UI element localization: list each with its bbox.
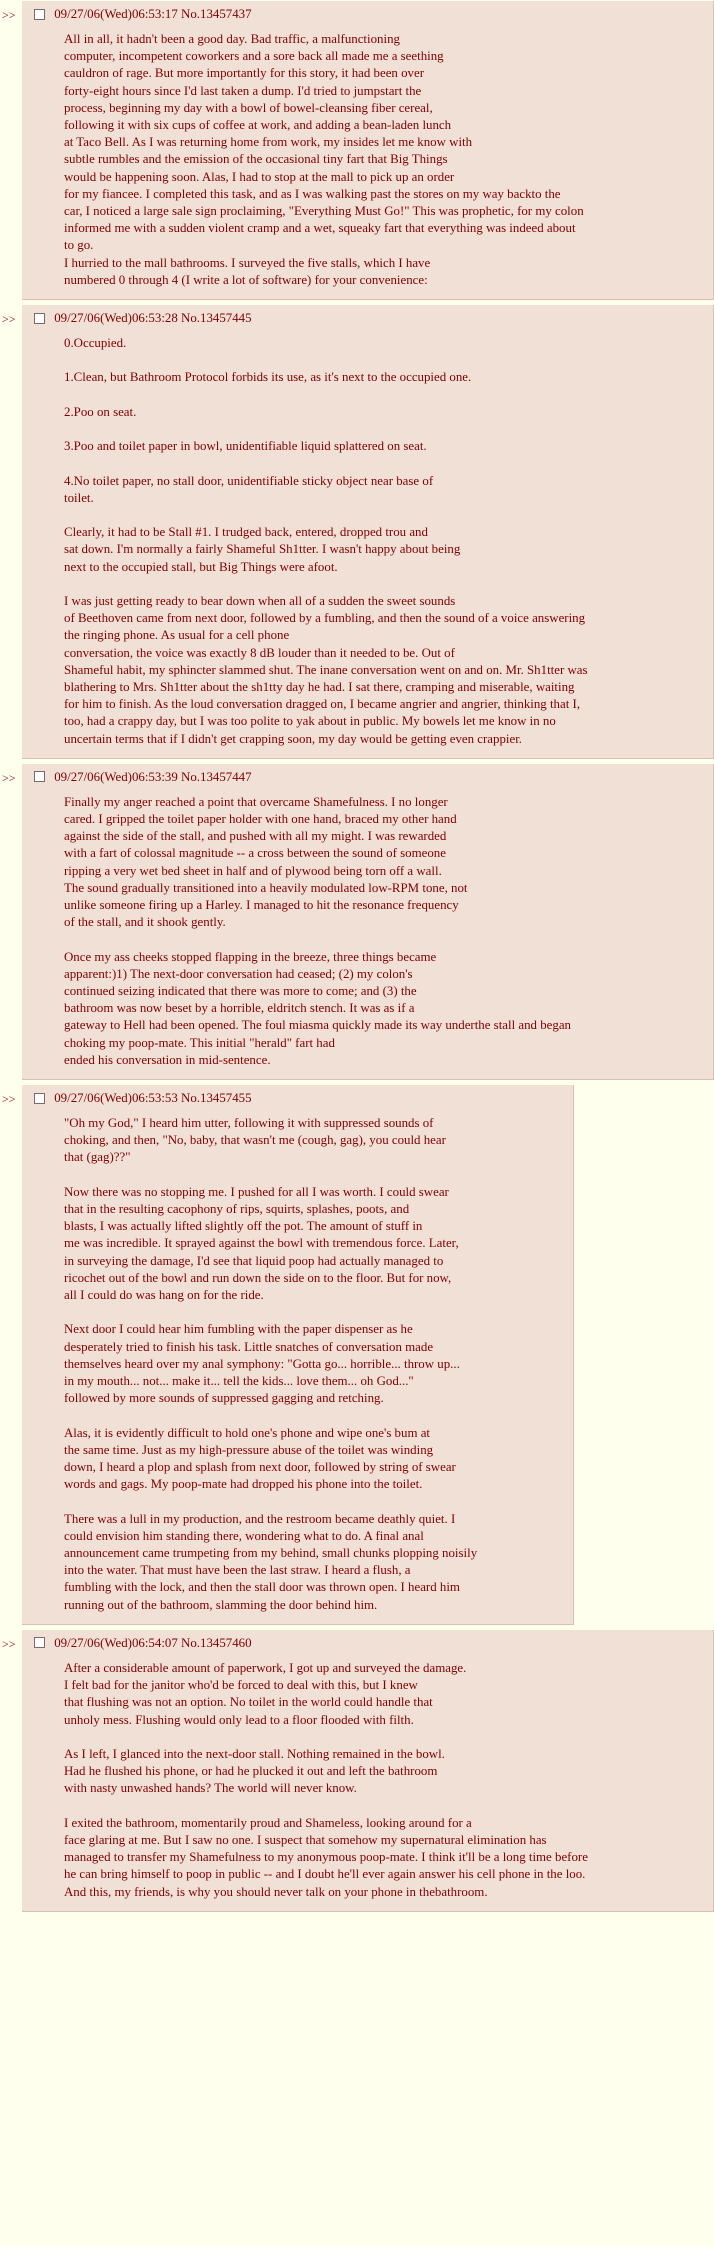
post-text-line: 2.Poo on seat. <box>64 404 137 419</box>
reply-arrows: >> <box>2 8 16 22</box>
post-body <box>32 335 703 748</box>
post-text-line: would be happening soon. Alas, I had to stop at the mall to pick up an order <box>64 169 455 184</box>
post-text-line: I felt bad for the janitor who'd be forced to deal with this, but I knew <box>64 1678 418 1693</box>
paragraph-break <box>64 576 703 593</box>
post-text-line: managed to transfer my Shamefulness to my anonymous poop-mate. I think it'll be a long time before <box>64 1850 588 1865</box>
post-text-line: subtle rumbles and the emission of the occasional tiny fart that Big Things <box>64 152 448 167</box>
post-text-line: Clearly, it had to be Stall #1. I trudged back, entered, dropped trou and <box>64 525 428 540</box>
post-text-line: of Beethoven came from next door, followed by a fumbling, and then the sound of a voice answering <box>64 611 586 626</box>
post-select-checkbox[interactable] <box>34 771 45 782</box>
post-text-line: followed by more sounds of suppressed gagging and retching. <box>64 1391 384 1406</box>
post-text-line: Had he flushed his phone, or had he plucked it out and left the bathroom <box>64 1764 438 1779</box>
post-text-line: I hurried to the mall bathrooms. I surveyed the five stalls, which I have <box>64 255 431 270</box>
post-text-line: down, I heard a plop and splash from next door, followed by string of swear <box>64 1460 456 1475</box>
paragraph-break <box>64 1407 563 1424</box>
post-text-line: with a fart of colossal magnitude -- a cross between the sound of someone <box>64 846 446 861</box>
post-body <box>32 1115 563 1614</box>
post-text-line: gateway to Hell had been opened. The foul miasma quickly made its way underthe stall and began <box>64 1018 571 1033</box>
post-text-line: he can bring himself to poop in public -- and I doubt he'll ever again answer his cell phone in the loo. <box>64 1867 586 1882</box>
post-text-line: ended his conversation in mid-sentence. <box>64 1052 271 1067</box>
post-text-line: toilet. <box>64 490 94 505</box>
post-text-line: fumbling with the lock, and then the stall door was thrown open. I heard him <box>64 1580 460 1595</box>
post-text-line: And this, my friends, is why you should never talk on your phone in thebathroom. <box>64 1884 488 1899</box>
post-text-line: in my mouth... not... make it... tell the kids... love them... oh God..." <box>64 1374 414 1389</box>
paragraph-break <box>64 1167 563 1184</box>
post-text-line: Alas, it is evidently difficult to hold one's phone and wipe one's bum at <box>64 1425 431 1440</box>
post-text-line: bathroom was now beset by a horrible, eldritch stench. It was as if a <box>64 1001 415 1016</box>
post-text-line: themselves heard over my anal symphony: "Gotta go... horrible... throw up... <box>64 1356 460 1371</box>
post-text-line: "Oh my God," I heard him utter, following it with suppressed sounds of <box>64 1116 434 1131</box>
post-text-line: that flushing was not an option. No toilet in the world could handle that <box>64 1695 433 1710</box>
post-text-line: Finally my anger reached a point that overcame Shamefulness. I no longer <box>64 794 448 809</box>
post-datetime: 09/27/06(Wed)06:53:39 <box>54 769 178 784</box>
post-body <box>32 1660 703 1901</box>
post-text-line: Shameful habit, my sphincter slammed shut. The inane conversation went on and on. Mr. Sh1tter was <box>64 662 588 677</box>
paragraph-break <box>64 507 703 524</box>
post-header <box>32 768 703 786</box>
post-text-line: uncertain terms that if I didn't get crapping soon, my day would be getting even crappier. <box>64 731 523 746</box>
reply-arrows: >> <box>2 312 16 327</box>
post-text-line: computer, incompetent coworkers and a sore back all made me a seething <box>64 49 444 64</box>
post-text-line: unholy mess. Flushing would only lead to a floor flooded with filth. <box>64 1712 414 1727</box>
paragraph-break <box>64 1798 703 1815</box>
post-text-line: next to the occupied stall, but Big Things were afoot. <box>64 559 338 574</box>
post-text-line: informed me with a sudden violent cramp and a wet, squeaky fart that everything was indeed about <box>64 221 576 236</box>
post-text-line: words and gags. My poop-mate had dropped his phone into the toilet. <box>64 1477 423 1492</box>
post-datetime: 09/27/06(Wed)06:53:17 <box>54 7 178 21</box>
post-text-line: The sound gradually transitioned into a heavily modulated low-RPM tone, not <box>64 880 468 895</box>
post <box>0 305 714 759</box>
post-text-line: 4.No toilet paper, no stall door, unidentifiable sticky object near base of <box>64 473 434 488</box>
post-header <box>32 1089 563 1107</box>
post-text-line: conversation, the voice was exactly 8 dB louder than it needed to be. Out of <box>64 645 455 660</box>
post-text-line: car, I noticed a large sale sign proclaiming, "Everything Must Go!" This was prophetic, for my colon <box>64 204 584 219</box>
post-text-line: the ringing phone. As usual for a cell phone <box>64 628 290 643</box>
post-text-line: cauldron of rage. But more importantly for this story, it had been over <box>64 66 425 81</box>
post-text-line: sat down. I'm normally a fairly Shameful Sh1tter. I wasn't happy about being <box>64 542 461 557</box>
post-text-line: forty-eight hours since I'd last taken a dump. I'd tried to jumpstart the <box>64 83 422 98</box>
post-text-line: with nasty unwashed hands? The world will never know. <box>64 1781 357 1796</box>
post-text-line: into the water. That must have been the last straw. I heard a flush, a <box>64 1563 411 1578</box>
post-header <box>32 5 703 23</box>
paragraph-break <box>64 387 703 404</box>
reply-box <box>22 764 714 1080</box>
post-datetime: 09/27/06(Wed)06:53:53 <box>54 1091 178 1106</box>
post-body <box>32 31 703 289</box>
reply-arrows: >> <box>2 770 16 785</box>
reply-box <box>22 1 714 300</box>
post-text-line: could envision him standing there, wondering what to do. A final anal <box>64 1528 424 1543</box>
post-text-line: numbered 0 through 4 (I write a lot of software) for your convenience: <box>64 272 428 287</box>
reply-box <box>22 305 714 759</box>
post-text-line: I exited the bathroom, momentarily proud and Shameless, looking around for a <box>64 1815 472 1830</box>
post-text-line: all I could do was hang on for the ride. <box>64 1288 264 1303</box>
paragraph-break <box>64 931 703 948</box>
post-text-line: me was incredible. It sprayed against the bowl with tremendous force. Later, <box>64 1236 459 1251</box>
post-text-line: unlike someone firing up a Harley. I managed to hit the resonance frequency <box>64 898 459 913</box>
paragraph-break <box>64 421 703 438</box>
post-text-line: Now there was no stopping me. I pushed for all I was worth. I could swear <box>64 1184 449 1199</box>
post-text-line: ripping a very wet bed sheet in half and of plywood being torn off a wall. <box>64 863 442 878</box>
post-text-line: too, had a crappy day, but I was too polite to yak about in public. My bowels let me know in no <box>64 714 556 729</box>
post <box>0 1085 714 1625</box>
post-body <box>32 794 703 1069</box>
post-text-line: 3.Poo and toilet paper in bowl, unidentifiable liquid splattered on seat. <box>64 439 427 454</box>
post-text-line: Next door I could hear him fumbling with the paper dispenser as he <box>64 1322 413 1337</box>
paragraph-break <box>64 455 703 472</box>
post-text-line: All in all, it hadn't been a good day. Bad traffic, a malfunctioning <box>64 32 400 46</box>
reply-box <box>22 1085 574 1625</box>
post-text-line: continued seizing indicated that there was more to come; and (3) the <box>64 984 417 999</box>
paragraph-break <box>64 352 703 369</box>
post-text-line: at Taco Bell. As I was returning home from work, my insides let me know with <box>64 135 473 150</box>
post-text-line: blasts, I was actually lifted slightly off the pot. The amount of stuff in <box>64 1219 423 1234</box>
post-text-line: running out of the bathroom, slamming the door behind him. <box>64 1597 378 1612</box>
reply-arrows: >> <box>2 1092 16 1107</box>
post-select-checkbox[interactable] <box>34 313 45 324</box>
post-number[interactable]: No.13457445 <box>181 311 252 326</box>
paragraph-break <box>64 1729 703 1746</box>
post-text-line: apparent:)1) The next-door conversation had ceased; (2) my colon's <box>64 966 413 981</box>
post-text-line: As I left, I glanced into the next-door stall. Nothing remained in the bowl. <box>64 1746 445 1761</box>
post-datetime: 09/27/06(Wed)06:54:07 <box>54 1635 178 1650</box>
reply-box <box>22 1630 714 1912</box>
post-text-line: to go. <box>64 238 94 253</box>
post-text-line: choking my poop-mate. This initial "herald" fart had <box>64 1035 335 1050</box>
post-text-line: the same time. Just as my high-pressure abuse of the toilet was winding <box>64 1442 434 1457</box>
post-select-checkbox[interactable] <box>34 1093 45 1104</box>
post-text-line: in surveying the damage, I'd see that liquid poop had actually managed to <box>64 1253 444 1268</box>
post <box>0 1630 714 1912</box>
post-text-line: face glaring at me. But I saw no one. I suspect that somehow my supernatural elimination has <box>64 1832 547 1847</box>
paragraph-break <box>64 1304 563 1321</box>
post-text-line: that in the resulting cacophony of rips, squirts, splashes, poots, and <box>64 1202 410 1217</box>
paragraph-break <box>64 1493 563 1510</box>
post-text-line: following it with six cups of coffee at work, and adding a bean-laden lunch <box>64 118 452 133</box>
post-text-line: for him to finish. As the loud conversation dragged on, I became angrier and angrier, thinking that I, <box>64 697 581 712</box>
post-text-line: 1.Clean, but Bathroom Protocol forbids its use, as it's next to the occupied one. <box>64 370 472 385</box>
post-text-line: I was just getting ready to bear down when all of a sudden the sweet sounds <box>64 594 456 608</box>
post-text-line: After a considerable amount of paperwork, I got up and surveyed the damage. <box>64 1660 467 1675</box>
post-text-line: desperately tried to finish his task. Little snatches of conversation made <box>64 1339 434 1354</box>
post-number[interactable]: No.13457460 <box>181 1635 252 1650</box>
post-number[interactable]: No.13457437 <box>181 7 252 21</box>
post-text-line: for my fiancee. I completed this task, and as I was walking past the stores on my way backto the <box>64 186 561 201</box>
post <box>0 1 714 300</box>
post-datetime: 09/27/06(Wed)06:53:28 <box>54 311 178 326</box>
post-number[interactable]: No.13457447 <box>181 769 252 784</box>
post-text-line: choking, and then, "No, baby, that wasn't me (cough, gag), you could hear <box>64 1133 446 1148</box>
post-text-line: Once my ass cheeks stopped flapping in the breeze, three things became <box>64 949 437 964</box>
post-text-line: of the stall, and it shook gently. <box>64 915 226 930</box>
post-number[interactable]: No.13457455 <box>181 1091 252 1106</box>
post-text-line: that (gag)??" <box>64 1150 131 1165</box>
post <box>0 764 714 1080</box>
post-text-line: blathering to Mrs. Sh1tter about the sh1tty day he had. I sat there, cramping and miserable, waiting <box>64 680 575 695</box>
post-text-line: ricochet out of the bowl and run down the side on to the floor. But for now, <box>64 1270 452 1285</box>
post-text-line: cared. I gripped the toilet paper holder with one hand, braced my other hand <box>64 812 457 827</box>
reply-arrows: >> <box>2 1636 16 1651</box>
post-text-line: 0.Occupied. <box>64 336 127 351</box>
post-header <box>32 1634 703 1652</box>
post-text-line: There was a lull in my production, and the restroom became deathly quiet. I <box>64 1511 456 1526</box>
post-select-checkbox[interactable] <box>34 9 45 20</box>
post-text-line: process, beginning my day with a bowl of bowel-cleansing fiber cereal, <box>64 100 433 115</box>
post-select-checkbox[interactable] <box>34 1637 45 1648</box>
post-text-line: announcement came trumpeting from my behind, small chunks plopping noisily <box>64 1546 478 1561</box>
post-header <box>32 309 703 327</box>
post-text-line: against the side of the stall, and pushed with all my might. I was rewarded <box>64 829 447 844</box>
